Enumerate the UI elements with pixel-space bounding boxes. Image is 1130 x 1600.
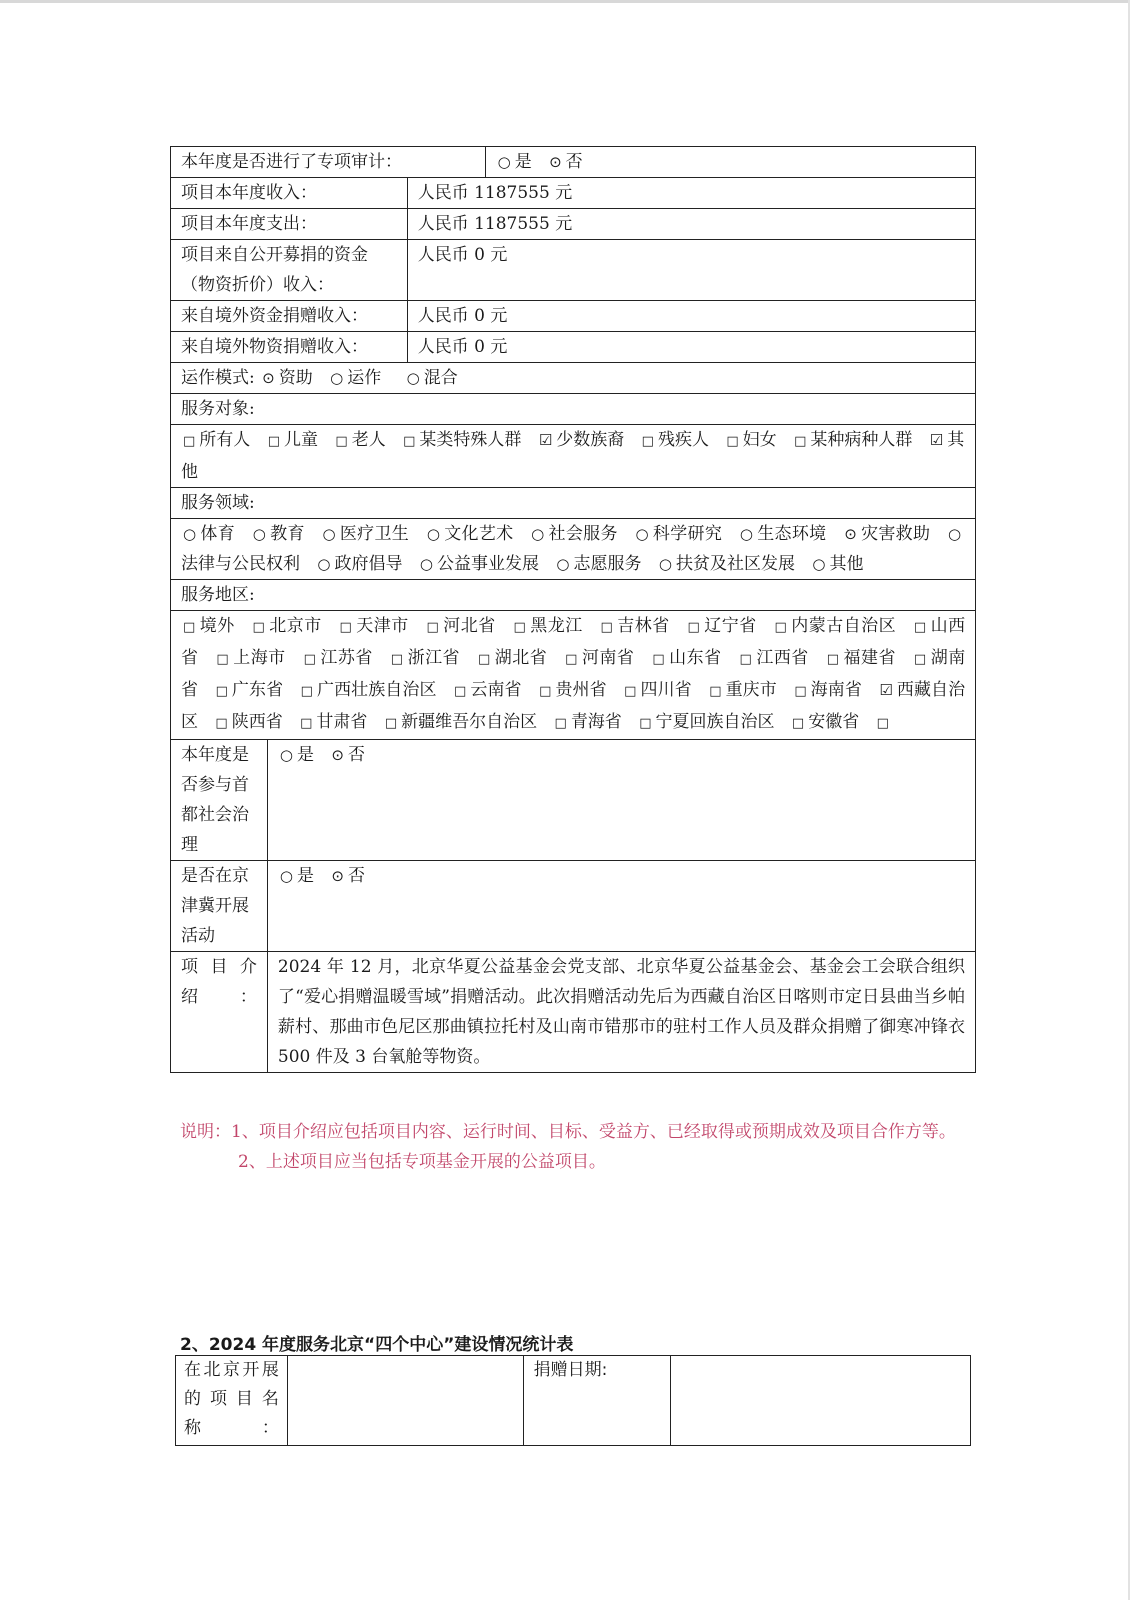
checkbox-checked[interactable]: ☑ bbox=[538, 431, 553, 449]
service-target-option: 某种病种人群 bbox=[810, 430, 913, 450]
radio-selected[interactable]: ⊙ bbox=[262, 369, 275, 387]
service-field-option: 扶贫及社区发展 bbox=[676, 554, 795, 574]
service-region-option: 江苏省 bbox=[319, 648, 373, 668]
checkbox[interactable]: □ bbox=[826, 652, 840, 667]
notes bbox=[180, 1117, 980, 1177]
intro-row bbox=[171, 952, 976, 1073]
service-regions-label: 服务地区: bbox=[171, 580, 976, 611]
beijing-stats-row bbox=[176, 1356, 971, 1446]
service-region-option: 湖南省 bbox=[181, 648, 966, 700]
checkbox[interactable]: □ bbox=[215, 684, 228, 699]
section-title: 2、2024 年度服务北京“四个中心”建设情况统计表 bbox=[180, 1335, 574, 1355]
jingjinji-yes-label: 是 bbox=[297, 866, 315, 886]
radio-empty[interactable]: ○ bbox=[635, 525, 649, 543]
radio-empty[interactable]: ○ bbox=[406, 369, 420, 387]
project-name-label: 在北京开展的项目名称： bbox=[176, 1356, 288, 1446]
service-region-option: 福建省 bbox=[843, 648, 896, 668]
radio-selected[interactable]: ⊙ bbox=[844, 525, 857, 543]
capital-governance-yes-label: 是 bbox=[297, 745, 315, 765]
checkbox[interactable]: □ bbox=[513, 620, 526, 635]
service-region-option: 湖北省 bbox=[494, 648, 548, 668]
scan-edge-top bbox=[0, 0, 1130, 3]
capital-governance-label: 本年度是否参与首都社会治理 bbox=[171, 740, 268, 861]
income-row bbox=[171, 178, 976, 209]
service-region-option: 甘肃省 bbox=[316, 712, 368, 732]
checkbox[interactable]: □ bbox=[794, 684, 807, 699]
checkbox[interactable]: □ bbox=[267, 434, 280, 449]
checkbox[interactable]: □ bbox=[739, 652, 752, 667]
service-region-option: 境外 bbox=[199, 616, 235, 636]
capital-governance-options bbox=[267, 740, 975, 861]
service-field-option: 法律与公民权利 bbox=[181, 554, 300, 574]
radio-no-selected[interactable]: ⊙ bbox=[331, 867, 344, 885]
radio-empty[interactable]: ○ bbox=[531, 525, 545, 543]
checkbox[interactable]: □ bbox=[454, 684, 467, 699]
checkbox[interactable]: □ bbox=[876, 716, 889, 731]
overseas-cash-value: 人民币 0 元 bbox=[407, 301, 975, 332]
service-region-option: 山东省 bbox=[668, 648, 722, 668]
service-targets-options bbox=[171, 425, 976, 488]
operation-mode-option: 混合 bbox=[423, 368, 458, 388]
checkbox[interactable]: □ bbox=[565, 652, 578, 667]
checkbox[interactable]: □ bbox=[913, 652, 927, 667]
operation-mode-label: 运作模式: bbox=[181, 368, 255, 388]
service-regions-options bbox=[171, 611, 976, 740]
service-region-option: 山西省 bbox=[181, 616, 966, 668]
special-audit-yes-label: 是 bbox=[514, 152, 532, 172]
overseas-goods-label: 来自境外物资捐赠收入： bbox=[171, 332, 408, 363]
checkbox[interactable]: □ bbox=[624, 684, 637, 699]
checkbox[interactable]: □ bbox=[339, 620, 352, 635]
checkbox[interactable]: □ bbox=[216, 652, 229, 667]
capital-governance-row bbox=[171, 740, 976, 861]
special-audit-row bbox=[171, 147, 976, 178]
service-regions-options-row bbox=[171, 611, 976, 740]
service-fields-label: 服务领域: bbox=[171, 488, 976, 519]
service-target-option: 儿童 bbox=[284, 430, 318, 450]
operation-mode-option: 资助 bbox=[278, 368, 313, 388]
service-target-option: 某类特殊人群 bbox=[419, 430, 522, 450]
service-region-option: 四川省 bbox=[640, 680, 692, 700]
radio-empty[interactable]: ○ bbox=[252, 525, 266, 543]
note-1: 说明：1、项目介绍应包括项目内容、运行时间、目标、受益方、已经取得或预期成效及项目合作方等。 bbox=[180, 1122, 956, 1142]
radio-empty[interactable]: ○ bbox=[330, 369, 344, 387]
checkbox[interactable]: □ bbox=[726, 434, 739, 449]
checkbox[interactable]: □ bbox=[403, 434, 416, 449]
service-field-option: 公益事业发展 bbox=[437, 554, 539, 574]
service-field-option: 其他 bbox=[829, 554, 864, 574]
intro-text: 2024 年 12 月，北京华夏公益基金会党支部、北京华夏公益基金会、基金会工会联合组织了“爱心捐赠温暖雪域”捐赠活动。此次捐赠活动先后为西藏自治区日喀则市定日县曲当乡帕薪村、那曲市色尼区那曲镇拉托村及山南市错那市的驻村工作人员及群众捐赠了御寒冲锋衣 500 件及 3 台氧舱等物资。 bbox=[267, 952, 975, 1073]
service-region-option: 贵州省 bbox=[555, 680, 607, 700]
service-fields-options bbox=[171, 519, 976, 580]
checkbox[interactable]: □ bbox=[687, 620, 700, 635]
overseas-cash-row bbox=[171, 301, 976, 332]
service-region-option: 青海省 bbox=[570, 712, 622, 732]
radio-empty[interactable]: ○ bbox=[322, 525, 336, 543]
service-field-option: 体育 bbox=[200, 524, 236, 544]
checkbox[interactable]: □ bbox=[539, 684, 552, 699]
checkbox[interactable]: □ bbox=[554, 716, 567, 731]
service-target-option: 残疾人 bbox=[657, 430, 709, 450]
service-targets-label: 服务对象: bbox=[171, 394, 976, 425]
radio-empty[interactable]: ○ bbox=[317, 555, 331, 573]
service-field-option: 教育 bbox=[269, 524, 305, 544]
service-region-option: 重庆市 bbox=[725, 680, 777, 700]
service-target-option: 妇女 bbox=[742, 430, 777, 450]
service-region-option: 江西省 bbox=[755, 648, 809, 668]
operation-mode-row bbox=[171, 363, 976, 394]
service-field-option: 志愿服务 bbox=[573, 554, 642, 574]
service-region-option: 河北省 bbox=[442, 616, 496, 636]
intro-label: 项 目 介 绍： bbox=[171, 952, 268, 1073]
special-audit-label: 本年度是否进行了专项审计： bbox=[171, 147, 486, 178]
radio-empty[interactable]: ○ bbox=[183, 525, 197, 543]
checkbox[interactable]: □ bbox=[477, 652, 491, 667]
radio-empty[interactable]: ○ bbox=[419, 555, 433, 573]
jingjinji-row bbox=[171, 861, 976, 952]
service-region-option: 河南省 bbox=[581, 648, 635, 668]
checkbox[interactable]: □ bbox=[252, 620, 265, 635]
project-info-table bbox=[170, 146, 976, 1073]
project-name-field[interactable] bbox=[287, 1356, 523, 1446]
checkbox[interactable]: □ bbox=[183, 434, 196, 449]
overseas-cash-label: 来自境外资金捐赠收入： bbox=[171, 301, 408, 332]
service-field-option: 灾害救助 bbox=[860, 524, 931, 544]
service-field-option: 科学研究 bbox=[652, 524, 723, 544]
checkbox[interactable]: □ bbox=[639, 716, 652, 731]
capital-governance-no-label: 否 bbox=[348, 745, 365, 765]
radio-empty[interactable]: ○ bbox=[812, 555, 826, 573]
checkbox[interactable]: □ bbox=[641, 434, 654, 449]
service-region-option: 云南省 bbox=[470, 680, 522, 700]
service-region-option: 吉林省 bbox=[616, 616, 670, 636]
service-targets-options-row bbox=[171, 425, 976, 488]
public-fundraising-row bbox=[171, 240, 976, 301]
service-target-option: 其他 bbox=[181, 430, 965, 482]
service-fields-options-row bbox=[171, 519, 976, 580]
donation-date-label: 捐赠日期: bbox=[523, 1356, 671, 1446]
special-audit-no-label: 否 bbox=[565, 152, 583, 172]
service-target-option: 老人 bbox=[351, 430, 386, 450]
checkbox[interactable]: □ bbox=[600, 620, 613, 635]
service-region-option: 辽宁省 bbox=[703, 616, 757, 636]
radio-empty[interactable]: ○ bbox=[739, 525, 753, 543]
special-audit-options bbox=[485, 147, 975, 178]
service-region-option: 广东省 bbox=[231, 680, 284, 700]
checkbox[interactable]: □ bbox=[791, 716, 805, 731]
checkbox[interactable]: □ bbox=[300, 684, 313, 699]
service-regions-label-row bbox=[171, 580, 976, 611]
note-2: 2、上述项目应当包括专项基金开展的公益项目。 bbox=[238, 1152, 606, 1172]
radio-empty[interactable]: ○ bbox=[658, 555, 672, 573]
checkbox[interactable]: □ bbox=[913, 620, 927, 635]
radio-yes[interactable]: ○ bbox=[279, 746, 294, 764]
radio-yes[interactable]: ○ bbox=[279, 867, 294, 885]
service-target-option: 所有人 bbox=[199, 430, 251, 450]
radio-empty[interactable]: ○ bbox=[426, 525, 440, 543]
public-fundraising-label: 项目来自公开募捐的资金（物资折价）收入： bbox=[171, 240, 408, 301]
radio-no-selected[interactable]: ⊙ bbox=[549, 153, 562, 171]
checkbox[interactable]: □ bbox=[303, 652, 316, 667]
checkbox[interactable]: □ bbox=[215, 716, 228, 731]
jingjinji-no-label: 否 bbox=[348, 866, 365, 886]
service-targets-label-row bbox=[171, 394, 976, 425]
operation-mode-cell bbox=[171, 363, 976, 394]
service-region-option: 上海市 bbox=[232, 648, 286, 668]
service-region-option: 新疆维吾尔自治区 bbox=[401, 712, 538, 732]
checkbox[interactable]: □ bbox=[183, 620, 196, 635]
radio-empty[interactable]: ○ bbox=[556, 555, 570, 573]
income-value: 人民币 1187555 元 bbox=[407, 178, 975, 209]
checkbox[interactable]: □ bbox=[794, 434, 807, 449]
checkbox-checked[interactable]: ☑ bbox=[879, 681, 893, 699]
radio-yes[interactable]: ○ bbox=[497, 153, 511, 171]
overseas-goods-row bbox=[171, 332, 976, 363]
public-fundraising-value: 人民币 0 元 bbox=[407, 240, 975, 301]
jingjinji-options bbox=[267, 861, 975, 952]
checkbox[interactable]: □ bbox=[709, 684, 722, 699]
service-region-option: 陕西省 bbox=[231, 712, 283, 732]
checkbox[interactable]: □ bbox=[335, 434, 348, 449]
operation-mode-option: 运作 bbox=[347, 368, 382, 388]
service-fields-label-row bbox=[171, 488, 976, 519]
expense-value: 人民币 1187555 元 bbox=[407, 209, 975, 240]
overseas-goods-value: 人民币 0 元 bbox=[407, 332, 975, 363]
service-region-option: 黑龙江 bbox=[529, 616, 583, 636]
service-region-option: 浙江省 bbox=[407, 648, 461, 668]
service-target-option: 少数族裔 bbox=[556, 430, 625, 450]
service-field-option: 医疗卫生 bbox=[339, 524, 410, 544]
service-region-option: 安徽省 bbox=[808, 712, 860, 732]
donation-date-field[interactable] bbox=[671, 1356, 971, 1446]
service-region-option: 西藏自治区 bbox=[181, 680, 966, 732]
service-field-option: 生态环境 bbox=[756, 524, 827, 544]
income-label: 项目本年度收入： bbox=[171, 178, 408, 209]
service-region-option: 天津市 bbox=[355, 616, 409, 636]
service-region-option: 北京市 bbox=[268, 616, 322, 636]
service-region-option: 内蒙古自治区 bbox=[790, 616, 897, 636]
checkbox-checked[interactable]: ☑ bbox=[929, 431, 944, 449]
service-region-option: 广西壮族自治区 bbox=[316, 680, 437, 700]
expense-row bbox=[171, 209, 976, 240]
radio-no-selected[interactable]: ⊙ bbox=[331, 746, 344, 764]
service-field-option: 社会服务 bbox=[548, 524, 618, 544]
service-region-option: 宁夏回族自治区 bbox=[655, 712, 775, 732]
checkbox[interactable]: □ bbox=[390, 652, 404, 667]
checkbox[interactable]: □ bbox=[652, 652, 665, 667]
service-field-option: 政府倡导 bbox=[334, 554, 403, 574]
checkbox[interactable]: □ bbox=[774, 620, 787, 635]
checkbox[interactable]: □ bbox=[426, 620, 439, 635]
beijing-stats-table bbox=[175, 1355, 971, 1446]
checkbox[interactable]: □ bbox=[384, 716, 398, 731]
service-field-option: 文化艺术 bbox=[443, 524, 514, 544]
checkbox[interactable]: □ bbox=[300, 716, 313, 731]
service-region-option: 海南省 bbox=[810, 680, 862, 700]
jingjinji-label: 是否在京津冀开展活动 bbox=[171, 861, 268, 952]
radio-empty[interactable]: ○ bbox=[948, 525, 962, 543]
expense-label: 项目本年度支出： bbox=[171, 209, 408, 240]
